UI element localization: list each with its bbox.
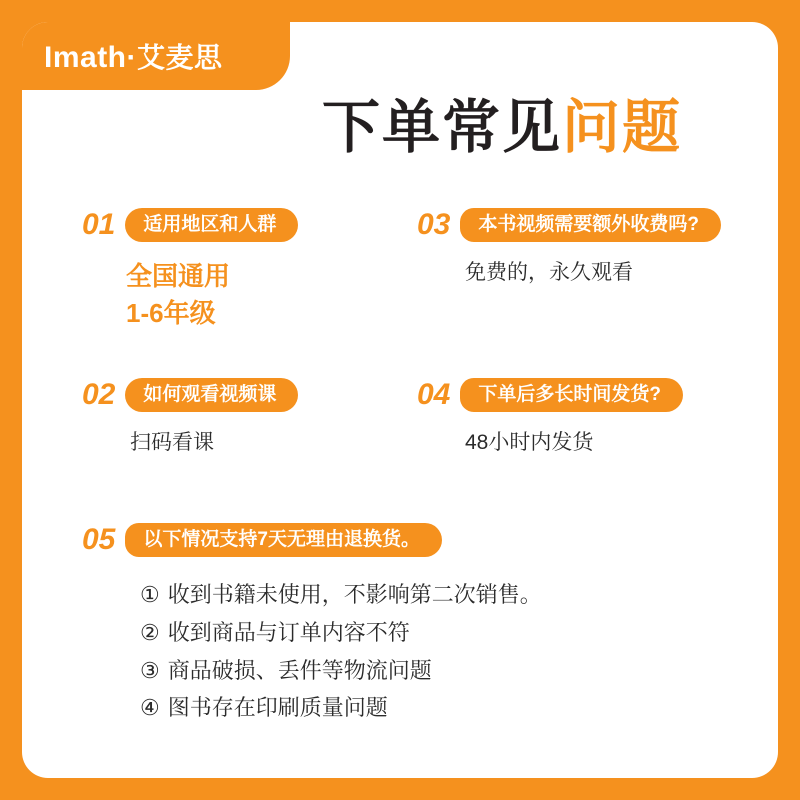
- faq-question: 下单后多长时间发货?: [460, 378, 683, 412]
- faq-number: 04: [417, 378, 451, 411]
- list-item-text: 商品破损、丢件等物流问题: [167, 657, 432, 683]
- faq-item-04: [417, 377, 683, 459]
- faq-answer-line: 1-6年级: [126, 298, 216, 329]
- faq-number: 02: [82, 378, 116, 411]
- list-item: [140, 576, 542, 614]
- list-item-marker: ④: [140, 695, 160, 721]
- list-item-text: 收到书籍未使用，不影响第二次销售。: [167, 582, 542, 607]
- brand-logo-en: Imath: [44, 41, 127, 74]
- list-item: [140, 652, 542, 690]
- page-title-accent: 问题: [562, 95, 683, 160]
- faq-question: 以下情况支持7天无理由退换货。: [125, 523, 442, 557]
- faq-question-row: [82, 207, 298, 243]
- faq-question: 如何观看视频课: [125, 378, 298, 412]
- faq-question-row: [417, 377, 683, 413]
- list-item-marker: ③: [140, 657, 160, 683]
- brand-logo-cn: 艾麦思: [137, 42, 223, 73]
- faq-question-row: [82, 377, 298, 413]
- faq-item-02: [82, 377, 298, 459]
- page-title: [322, 80, 682, 164]
- refund-conditions-list: [140, 576, 542, 727]
- content-panel: [22, 22, 778, 778]
- faq-answer-line: 免费的，永久观看: [465, 261, 633, 284]
- faq-number: 05: [82, 523, 116, 556]
- faq-item-05: [82, 522, 542, 727]
- faq-answer-line: 扫码看课: [130, 431, 214, 454]
- faq-item-01: [82, 207, 298, 331]
- page-title-main: 下单常见: [322, 95, 563, 160]
- list-item: [140, 689, 542, 727]
- list-item-marker: ②: [140, 619, 160, 645]
- faq-answer-line: 全国通用: [126, 261, 231, 291]
- brand-logo-tab: [22, 22, 290, 90]
- faq-item-03: [417, 207, 721, 289]
- faq-number: 01: [82, 208, 116, 241]
- list-item-text: 收到商品与订单内容不符: [167, 619, 410, 645]
- faq-answer-line: 48小时内发货: [465, 431, 594, 454]
- faq-question: 适用地区和人群: [125, 208, 298, 242]
- brand-logo-separator: ·: [126, 41, 138, 74]
- faq-question-row: [417, 207, 721, 243]
- faq-number: 03: [417, 208, 451, 241]
- list-item-marker: ①: [140, 582, 160, 607]
- faq-question-row: [82, 522, 542, 558]
- list-item: [140, 614, 542, 652]
- faq-question: 本书视频需要额外收费吗?: [460, 208, 721, 242]
- brand-logo: [44, 36, 223, 76]
- list-item-text: 图书存在印刷质量问题: [167, 695, 388, 721]
